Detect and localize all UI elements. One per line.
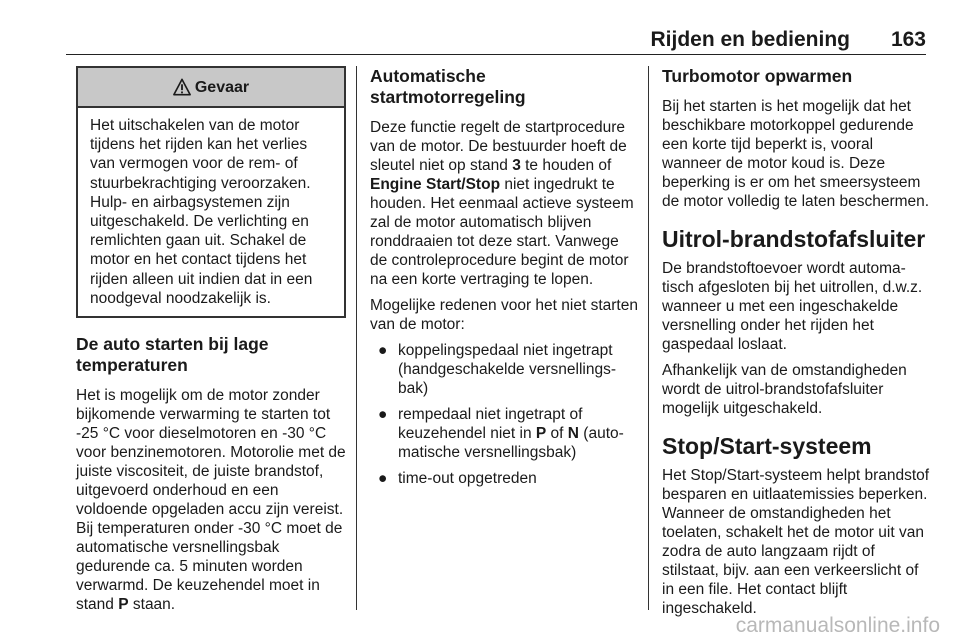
list-item: ● rempedaal niet ingetrapt of keuzehendel niet in P of N (automatische versnellingsbak) xyxy=(370,405,638,462)
stop-start-heading: Stop/Start-systeem xyxy=(662,433,872,459)
chapter-title: Rijden en bediening xyxy=(650,28,850,51)
starter-heading: Automatische startmotorregeling xyxy=(370,66,526,107)
column-divider-1 xyxy=(356,66,357,610)
starter-reasons-list xyxy=(370,341,638,488)
bullet-icon: ● xyxy=(378,406,388,423)
fuel-cutoff-heading: Uitrol-brandstofafsluiter xyxy=(662,226,926,252)
bullet-icon: ● xyxy=(378,342,388,359)
warning-triangle-icon xyxy=(173,78,191,96)
warning-heading: Gevaar xyxy=(194,78,250,96)
cold-start-body: Het is mogelijk om de motor zonder bijkomende verwarming te starten tot -25 °C voor dieselmotoren en -30 °C voor benzinemotoren. Motorolie met de juiste viscositeit, de juiste brandstof, uitgevoerd onderhoud en een voldoende opgeladen accu zijn vereist. Bij temperaturen onder -30 °C moet de automatische versnellingsbak gedurende ca. 5 minuten worden verwarmd. De keuzehendel moet in stand P staan. xyxy=(76,387,346,614)
list-item: ● koppelingspedaal niet ingetrapt (handgeschakelde versnellingsbak) xyxy=(370,341,638,398)
cold-start-heading: De auto starten bij lage temperaturen xyxy=(76,334,269,376)
header-rule xyxy=(66,54,926,55)
starter-paragraph-2: Mogelijke redenen voor het niet starten van de motor: xyxy=(370,297,638,333)
turbo-heading: Turbomotor opwarmen xyxy=(662,66,853,86)
page-header xyxy=(0,0,960,56)
column-2 xyxy=(370,66,638,498)
list-item: ● time-out opgetreden xyxy=(370,469,638,488)
fuel-cutoff-paragraph-1: De brandstoftoevoer wordt automatisch afgesloten bij het uitrollen, d.w.z. wanneer u met een ingeschakelde versnelling onder het rijden het gaspedaal loslaat. xyxy=(662,260,923,353)
stop-start-text: Het Stop/Start-systeem helpt brandstof besparen en uitlaatemissies beperken. Wanneer de omstandigheden het toelaten, schakelt het de motor uit van zodra de auto langzaam rijdt of stilstaat, bijv. aan een verkeerslicht of in een file. Het contact blijft ingeschakeld. xyxy=(662,467,930,617)
watermark: carmanualsonline.info xyxy=(735,614,940,637)
fuel-cutoff-paragraph-2: Afhankelijk van de omstandigheden wordt de uitrol-brandstofafsluiter mogelijk uitgeschakeld. xyxy=(662,362,907,417)
warning-header xyxy=(78,68,344,108)
warning-box xyxy=(76,66,346,318)
bullet-icon: ● xyxy=(378,470,388,487)
column-3 xyxy=(662,66,930,625)
page-number: 163 xyxy=(890,28,926,51)
turbo-text: Bij het starten is het mogelijk dat het beschikbare motorkoppel gedurende een korte tijd beperkt is, vooral wanneer de motor koud is. Deze beperking is er om het smeersysteem de motor volledig te laten beschermen. xyxy=(662,98,930,210)
column-divider-2 xyxy=(648,66,649,610)
starter-paragraph-1: Deze functie regelt de startprocedure van de motor. De bestuurder hoeft de sleutel niet op stand 3 te houden of Engine Start/Stop niet ingedrukt te houden. Het eenmaal actieve systeem zal de motor automatisch blijven ronddraaien tot deze start. Vanwege de controleprocedure begint de motor na een korte vertraging te lopen. xyxy=(370,119,634,288)
warning-text: Het uitschakelen van de motor tijdens het rijden kan het verlies van vermogen voor de rem- of stuurbekrachtiging veroorzaken. Hulp- en airbagsystemen zijn uitgeschakeld. De verlichting en remlichten gaan uit. Schakel de motor en het contact tijdens het rijden alleen uit indien dat in een noodgeval noodzakelijk is. xyxy=(90,117,313,307)
column-1 xyxy=(76,66,346,621)
